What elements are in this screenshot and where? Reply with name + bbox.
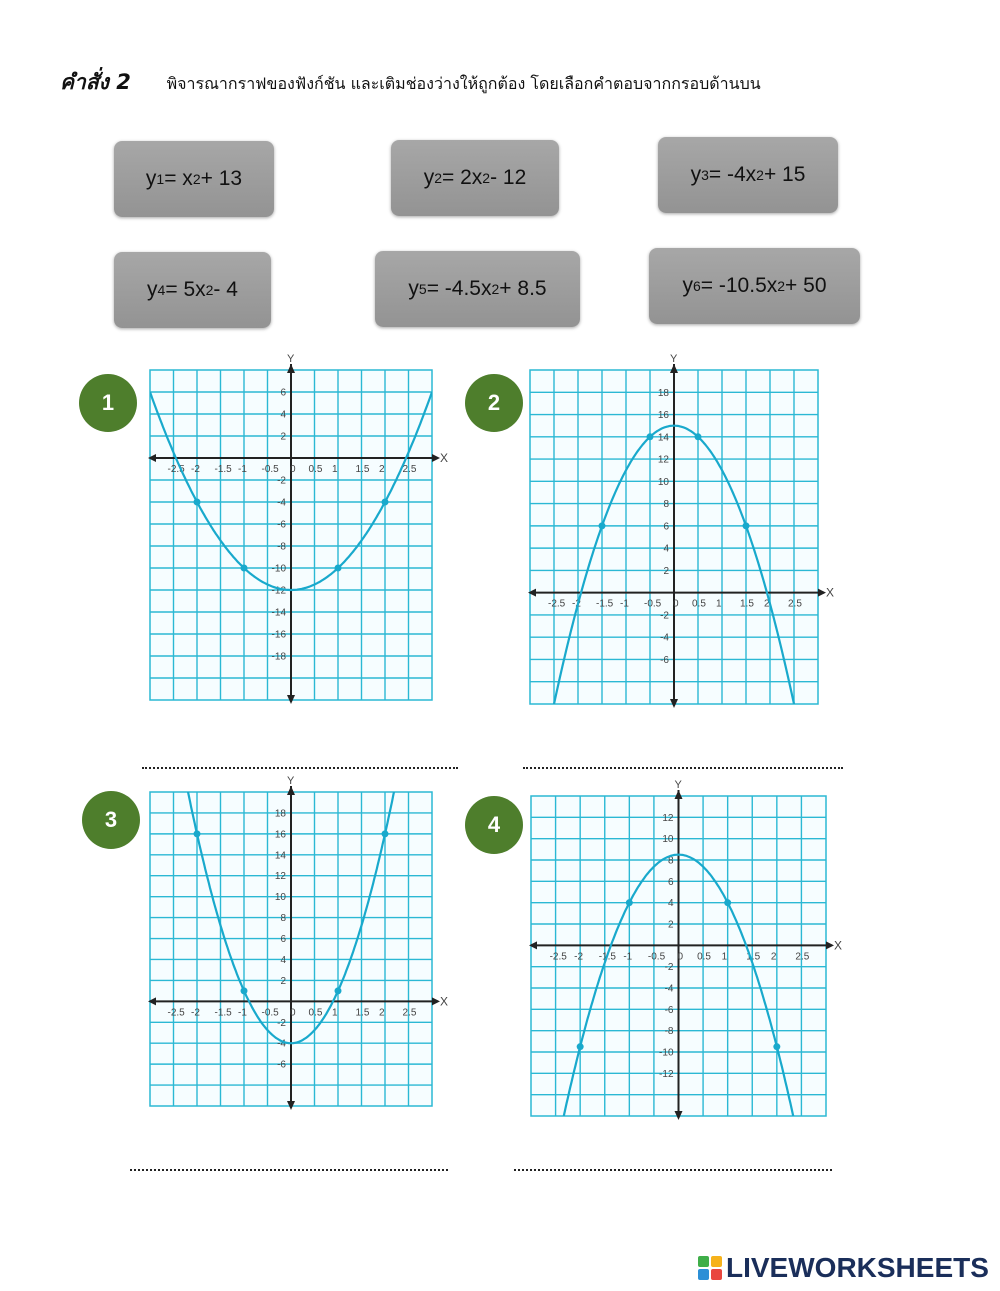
y-axis-label: Y	[670, 353, 678, 365]
y-tick-label: 18	[657, 387, 669, 399]
y-tick-label: -10	[659, 1047, 674, 1059]
x-tick-label: 0	[290, 464, 296, 475]
answer-tail: + 8.5	[499, 277, 547, 300]
x-tick-label: 0.5	[308, 464, 323, 475]
x-tick-label: 0	[290, 1007, 296, 1019]
answer-tail: - 12	[490, 166, 527, 189]
graph-number-badge: 2	[465, 374, 523, 432]
x-tick-label: -1	[238, 464, 247, 475]
x-tick-label: 1	[716, 598, 722, 610]
x-tick-label: -2	[572, 598, 581, 610]
answer-tail: + 50	[785, 274, 827, 297]
y-tick-label: -6	[277, 1059, 286, 1071]
y-tick-label: 8	[663, 499, 669, 511]
answer-y: y	[682, 274, 693, 297]
answer-sub: 3	[701, 167, 709, 183]
y-tick-label: 6	[663, 521, 669, 533]
y-axis-label: Y	[674, 779, 682, 791]
answer-sup: 2	[756, 167, 764, 183]
x-tick-label: -1	[623, 951, 633, 963]
graph-number-badge: 4	[465, 796, 523, 854]
y-tick-label: 2	[663, 565, 669, 577]
x-tick-label: 1	[332, 464, 338, 475]
curve-point	[577, 1043, 584, 1050]
answer-y: y	[147, 278, 158, 301]
answer-sup: 2	[491, 281, 500, 297]
answer-mid: = 2x	[442, 166, 483, 189]
answer-y: y	[408, 277, 419, 300]
answer-sup: 2	[777, 278, 786, 294]
y-tick-label: -8	[664, 1026, 674, 1038]
y-tick-label: 12	[274, 871, 286, 883]
y-tick-label: -10	[271, 563, 286, 575]
instruction-text: พิจารณากราฟของฟังก์ชัน และเติมช่องว่างให้ถูกต้อง โดยเลือกคำตอบจากกรอบด้านบน	[166, 74, 761, 93]
x-tick-label: -0.5	[261, 464, 279, 475]
x-tick-label: -2.5	[549, 951, 567, 963]
x-tick-label: 1.5	[740, 598, 754, 610]
y-tick-label: 2	[280, 975, 286, 987]
x-tick-label: 0	[673, 598, 679, 610]
y-tick-label: -12	[659, 1068, 674, 1080]
x-tick-label: 1	[721, 951, 728, 963]
x-tick-label: 2.5	[402, 1007, 417, 1019]
x-tick-label: -1	[238, 1007, 247, 1019]
x-tick-label: 2.5	[788, 598, 802, 610]
y-tick-label: -2	[664, 962, 674, 974]
y-tick-label: 4	[280, 409, 286, 421]
answer-sub: 2	[434, 170, 443, 186]
x-tick-label: 0.5	[697, 951, 711, 963]
x-tick-label: 1.5	[746, 951, 761, 963]
answer-y: y	[423, 166, 435, 189]
y-tick-label: 8	[280, 913, 286, 925]
x-tick-label: -1.5	[214, 464, 232, 475]
logo-text: LIVEWORKSHEETS	[726, 1252, 989, 1283]
answer-mid: = 5x	[165, 278, 206, 301]
x-tick-label: 0.5	[308, 1007, 323, 1019]
y-tick-label: 10	[662, 834, 674, 846]
answer-blank-1[interactable]	[142, 765, 458, 769]
curve-point	[724, 899, 731, 906]
x-tick-label: 1.5	[355, 464, 370, 475]
y-tick-label: 6	[667, 876, 674, 888]
answer-sub: 6	[692, 278, 701, 294]
x-tick-label: 2	[764, 598, 770, 610]
x-tick-label: -2	[191, 1007, 200, 1019]
x-tick-label: 2	[379, 464, 385, 475]
y-tick-label: -8	[277, 541, 286, 553]
answer-mid: = x	[164, 167, 193, 190]
x-tick-label: 0	[677, 951, 684, 963]
y-tick-label: 8	[667, 855, 674, 867]
answer-tail: + 13	[200, 167, 243, 190]
y-tick-label: -14	[271, 607, 286, 619]
y-tick-label: -6	[277, 519, 286, 531]
y-tick-label: -2	[277, 1017, 286, 1029]
answer-blank-3[interactable]	[130, 1167, 448, 1171]
y-tick-label: 16	[274, 829, 286, 841]
x-tick-label: 2.5	[402, 464, 417, 475]
x-tick-label: 2	[379, 1007, 385, 1019]
y-tick-label: 4	[663, 543, 669, 555]
x-axis-label: X	[440, 994, 449, 1009]
x-tick-label: -2	[574, 951, 584, 963]
graph-number-badge: 1	[79, 374, 137, 432]
answer-sup: 2	[205, 282, 214, 298]
x-tick-label: -1.5	[214, 1007, 232, 1019]
y-tick-label: 12	[657, 454, 669, 466]
y-tick-label: -4	[277, 1038, 286, 1050]
x-axis-arrow-icon	[826, 941, 834, 949]
curve-point	[626, 899, 633, 906]
answer-mid: = -4x	[708, 163, 757, 186]
instruction-lead: คำสั่ง 2	[60, 70, 131, 94]
y-tick-label: 16	[657, 410, 669, 422]
answer-tail: + 15	[763, 163, 806, 186]
y-tick-label: 6	[280, 934, 286, 946]
y-tick-label: 14	[274, 850, 286, 862]
answer-y: y	[690, 163, 702, 186]
logo-mark-icon	[698, 1256, 722, 1280]
answer-sub: 5	[418, 281, 427, 297]
x-tick-label: -1	[620, 598, 629, 610]
y-tick-label: -18	[271, 651, 286, 663]
answer-mid: = -10.5x	[700, 274, 778, 297]
x-tick-label: -0.5	[644, 598, 662, 610]
x-tick-label: -0.5	[261, 1007, 279, 1019]
answer-sub: 1	[156, 171, 165, 187]
answer-blank-4[interactable]	[514, 1167, 832, 1171]
x-tick-label: -1.5	[598, 951, 616, 963]
y-tick-label: -6	[664, 1004, 674, 1016]
graph-number-badge: 3	[82, 791, 140, 849]
y-tick-label: 10	[657, 476, 669, 488]
answer-sup: 2	[192, 171, 201, 187]
y-tick-label: -4	[660, 632, 669, 644]
y-tick-label: 12	[662, 812, 674, 824]
y-axis-label: Y	[287, 353, 295, 365]
y-tick-label: -6	[660, 654, 669, 666]
x-tick-label: -2.5	[167, 464, 185, 475]
x-tick-label: -2	[191, 464, 200, 475]
y-tick-label: 14	[657, 432, 669, 444]
y-tick-label: -12	[271, 585, 286, 597]
answer-sub: 4	[157, 282, 166, 298]
x-tick-label: 2.5	[795, 951, 810, 963]
x-tick-label: 1	[332, 1007, 338, 1019]
y-axis-label: Y	[287, 775, 295, 787]
x-tick-label: 2	[770, 951, 777, 963]
x-tick-label: 1.5	[355, 1007, 370, 1019]
answer-tail: - 4	[213, 278, 238, 301]
y-axis-arrow-icon	[675, 790, 683, 799]
x-tick-label: -2.5	[167, 1007, 185, 1019]
y-tick-label: -4	[277, 497, 286, 509]
y-tick-label: -2	[660, 610, 669, 622]
x-tick-label: -0.5	[647, 951, 666, 963]
x-tick-label: 0.5	[692, 598, 706, 610]
y-tick-label: 4	[667, 898, 674, 910]
x-axis-label: X	[834, 938, 843, 953]
y-tick-label: 6	[280, 387, 286, 399]
y-tick-label: 18	[274, 808, 286, 820]
x-tick-label: -1.5	[596, 598, 614, 610]
answer-sup: 2	[482, 170, 491, 186]
curve-point	[773, 1043, 780, 1050]
answer-blank-2[interactable]	[523, 765, 843, 769]
y-tick-label: -4	[664, 983, 674, 995]
y-tick-label: 2	[667, 919, 674, 931]
x-axis-label: X	[440, 451, 449, 465]
y-tick-label: -16	[271, 629, 286, 641]
x-tick-label: -2.5	[548, 598, 566, 610]
x-axis-label: X	[826, 585, 835, 600]
y-tick-label: 4	[280, 954, 286, 966]
y-tick-label: 10	[274, 892, 286, 904]
y-tick-label: -2	[277, 475, 286, 487]
answer-mid: = -4.5x	[426, 277, 492, 300]
y-tick-label: 2	[280, 431, 286, 443]
liveworksheets-logo	[698, 1252, 989, 1284]
answer-y: y	[145, 167, 157, 190]
